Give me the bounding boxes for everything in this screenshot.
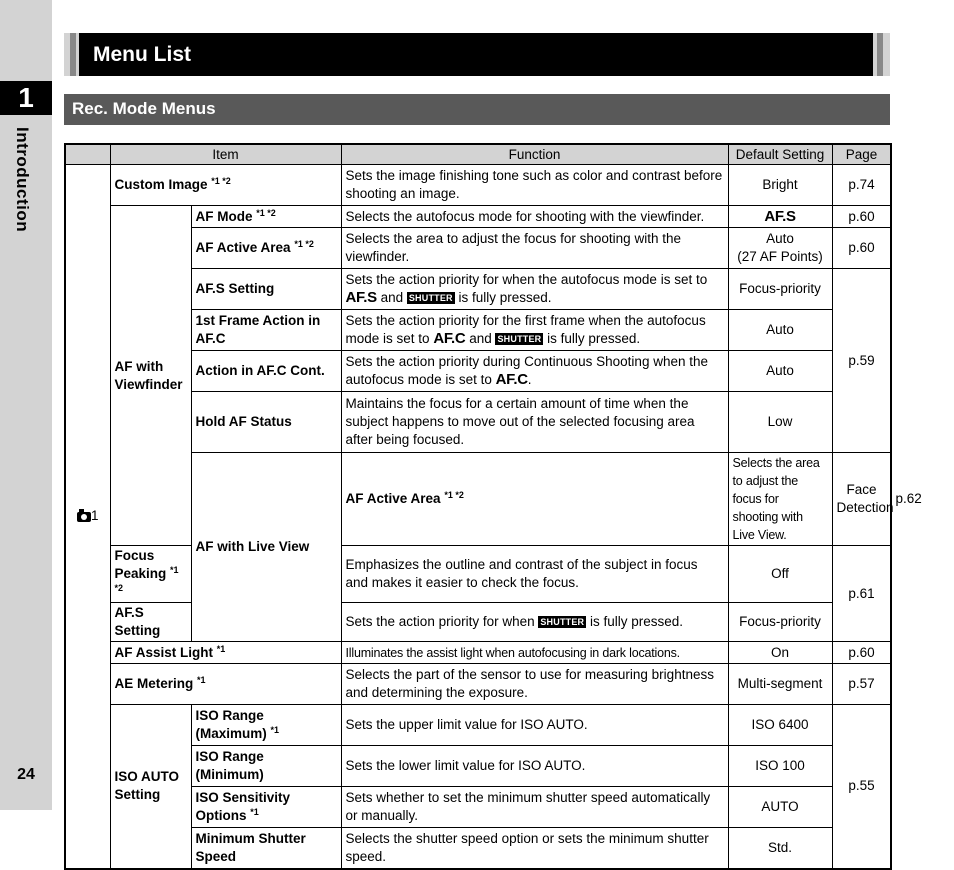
shutter-icon: SHUTTER [497,334,542,345]
group-iso-auto: ISO AUTO Setting [110,705,191,869]
table-row [65,603,891,642]
group-af-live-view: AF with Live View [191,453,341,642]
page-ref: p.60 [832,228,891,269]
item-focus-peaking: Focus Peaking $^{*1 *2}$ [110,546,191,603]
item-afs-setting-lv: AF.S Setting [110,603,191,642]
function-text: Sets the action priority during Continuous Shooting when the autofocus mode is set to AF.C. [341,351,728,392]
table-row [65,664,891,705]
item-af-assist-light: AF Assist Light $^{*1}$ [110,642,341,664]
item-af-mode: AF Mode $^{*1 *2}$ [191,206,341,228]
afs-icon: AF.S [345,289,377,306]
default-value: Auto [728,351,832,392]
table-row [65,642,891,664]
page-ref: p.55 [832,705,891,869]
function-text: Illuminates the assist light when autofocusing in dark locations. [341,642,728,664]
default-value [728,206,832,228]
camera-icon [77,512,91,522]
item-iso-range-min: ISO Range (Minimum) [191,746,341,787]
table-header-row [65,144,891,165]
page-ref: p.74 [832,165,891,206]
section-title: Rec. Mode Menus [72,99,216,118]
function-text: Sets the action priority for when SHUTTER is fully pressed. [341,603,728,642]
default-value: Multi-segment [728,664,832,705]
function-text: Maintains the focus for a certain amount of time when the subject happens to move out of the selected focusing area after being focused. [341,392,728,453]
function-text: Sets whether to set the minimum shutter speed automatically or manually. [341,787,728,828]
default-value: Low [728,392,832,453]
page-ref: p.59 [832,269,891,453]
item-hold-af-status: Hold AF Status [191,392,341,453]
function-text: Emphasizes the outline and contrast of the subject in focus and makes it easier to check the focus. [341,546,728,603]
chapter-number: 1 [0,81,52,115]
shutter-icon: SHUTTER [408,293,453,304]
chapter-sidebar [0,0,52,810]
header-mode [65,144,110,165]
function-text: Sets the upper limit value for ISO AUTO. [341,705,728,746]
item-af-active-area: AF Active Area $^{*1 *2}$ [191,228,341,269]
item-action-afc: Action in AF.C Cont. [191,351,341,392]
item-custom-image: Custom Image $^{*1 *2}$ [110,165,341,206]
item-iso-range-max: ISO Range (Maximum) $^{*1}$ [191,705,341,746]
item-afs-setting: AF.S Setting [191,269,341,310]
table-row [65,705,891,746]
default-value: ISO 6400 [728,705,832,746]
table-row [65,206,891,228]
function-text: Sets the image finishing tone such as color and contrast before shooting an image. [341,165,728,206]
table-row [65,546,891,603]
header-item: Item [110,144,341,165]
table-row: AF with Live View AF Active Area $^{*1 *2}$ Selects the area to adjust the focus for shooting with Live View. Face Detection p.62 [65,453,891,546]
function-text: Selects the autofocus mode for shooting with the viewfinder. [341,206,728,228]
item-af-active-area-lv: AF Active Area $^{*1 *2}$ [341,453,728,546]
default-value: ISO 100 [728,746,832,787]
default-value: Auto [728,310,832,351]
page-number: 24 [17,766,35,783]
page-ref: p.57 [832,664,891,705]
mode-label: 1 [90,508,99,524]
default-value: On [728,642,832,664]
afc-icon: AF.C [495,371,528,388]
afc-icon: AF.C [433,330,466,347]
mode-cell [65,165,110,869]
afs-icon: AF.S [764,207,796,225]
section-bar [64,94,890,125]
menu-table [64,143,922,870]
function-text: Sets the action priority for when the autofocus mode is set to AF.S and SHUTTER is fully pressed. [341,269,728,310]
function-text: Selects the shutter speed option or sets the minimum shutter speed. [341,828,728,869]
table-row [65,165,891,206]
default-value: Bright [728,165,832,206]
header-page: Page [832,144,891,165]
chapter-label: Introduction [13,127,32,233]
default-value: AUTO [728,787,832,828]
default-value: Focus-priority [728,603,832,642]
item-first-frame-action: 1st Frame Action in AF.C [191,310,341,351]
function-text: Selects the part of the sensor to use for measuring brightness and determining the exposure. [341,664,728,705]
page-ref: p.60 [832,206,891,228]
title-bar [64,33,890,76]
page-ref: p.61 [832,546,891,642]
default-value: Face Detection [832,453,891,546]
item-ae-metering: AE Metering $^{*1}$ [110,664,341,705]
default-value: Focus-priority [728,269,832,310]
function-text: Selects the area to adjust the focus for shooting with Live View. [728,453,832,546]
default-value: Auto (27 AF Points) [728,228,832,269]
function-text: Sets the action priority for the first frame when the autofocus mode is set to AF.C and SHUTTER is fully pressed. [341,310,728,351]
page-ref: p.60 [832,642,891,664]
header-default: Default Setting [728,144,832,165]
header-function: Function [341,144,728,165]
page-title: Menu List [93,43,191,66]
shutter-icon: SHUTTER [540,617,585,628]
default-value: Std. [728,828,832,869]
function-text: Sets the lower limit value for ISO AUTO. [341,746,728,787]
group-af-viewfinder: AF with Viewfinder [110,206,191,546]
default-value: Off [728,546,832,603]
item-minimum-shutter-speed: Minimum Shutter Speed [191,828,341,869]
function-text: Selects the area to adjust the focus for shooting with the viewfinder. [341,228,728,269]
item-iso-sensitivity-options: ISO Sensitivity Options $^{*1}$ [191,787,341,828]
